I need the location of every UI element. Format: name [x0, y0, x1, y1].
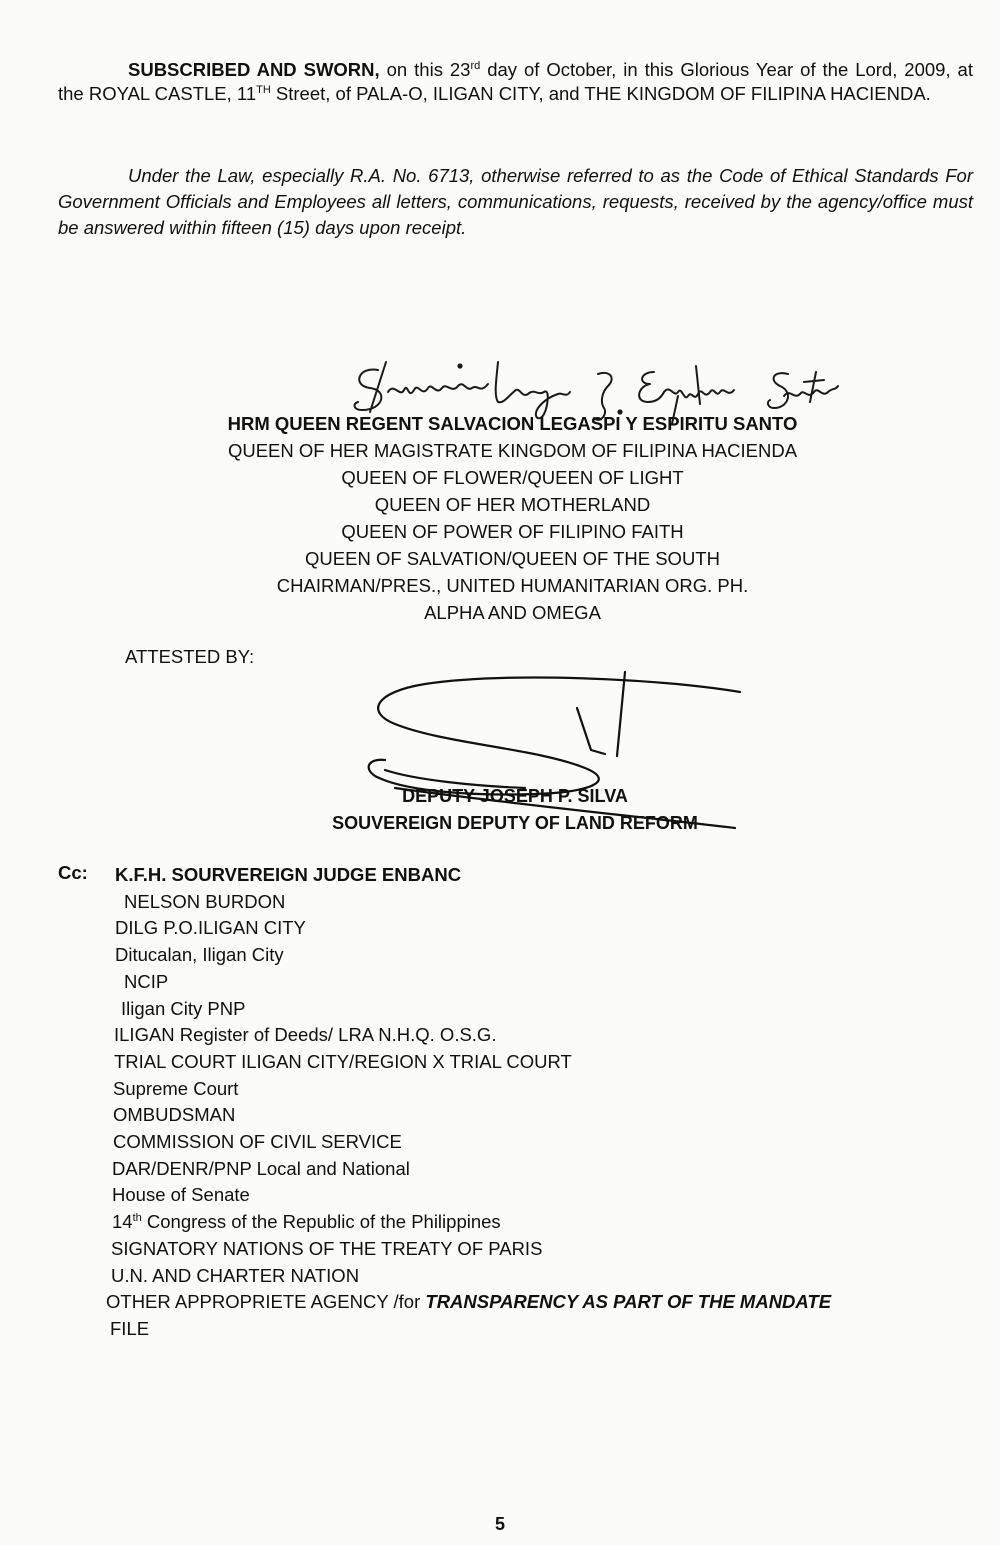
list-item: ILIGAN Register of Deeds/ LRA N.H.Q. O.S.G. — [114, 1024, 497, 1046]
congress-suffix: th — [132, 1211, 142, 1224]
list-item: NCIP — [124, 970, 169, 992]
queen-title: CHAIRMAN/PRES., UNITED HUMANITARIAN ORG. PH. — [276, 575, 749, 596]
transparency-mandate: TRANSPARENCY AS PART OF THE MANDATE — [425, 1291, 832, 1313]
deputy-signature-block — [290, 783, 740, 837]
queen-signature-block — [200, 410, 825, 626]
queen-name: HRM QUEEN REGENT SALVACION LEGASPI Y ESPIRITU SANTO — [227, 413, 798, 434]
list-item: FILE — [110, 1317, 150, 1339]
list-item: TRIAL COURT ILIGAN CITY/REGION X TRIAL COURT — [114, 1050, 572, 1072]
oath-paragraph — [58, 58, 973, 106]
deputy-name: DEPUTY JOSEPH P. SILVA — [402, 786, 628, 806]
list-item: U.N. AND CHARTER NATION — [111, 1264, 360, 1286]
list-item: SIGNATORY NATIONS OF THE TREATY OF PARIS — [111, 1237, 543, 1259]
list-item: House of Senate — [112, 1184, 250, 1206]
page-number: 5 — [494, 1514, 505, 1534]
list-item: COMMISSION OF CIVIL SERVICE — [113, 1131, 402, 1153]
cc-label: Cc: — [58, 862, 88, 883]
deputy-title: SOUVEREIGN DEPUTY OF LAND REFORM — [332, 813, 698, 833]
oath-sup-b: TH — [256, 83, 271, 96]
congress-item — [112, 1209, 1000, 1236]
queen-title: QUEEN OF POWER OF FILIPINO FAITH — [341, 521, 684, 542]
queen-title: QUEEN OF HER MOTHERLAND — [374, 494, 651, 515]
law-paragraph — [58, 163, 973, 241]
list-item: NELSON BURDON — [124, 890, 286, 912]
congress-text: Congress of the Republic of the Philippines — [141, 1211, 501, 1233]
list-item: Ditucalan, Iligan City — [115, 944, 284, 966]
other-agency-text: OTHER APPROPRIETE AGENCY /for — [106, 1291, 426, 1313]
queen-title: ALPHA AND OMEGA — [424, 602, 601, 623]
other-agency-item — [106, 1289, 1000, 1316]
list-item: Iligan City PNP — [121, 997, 246, 1019]
oath-text-b: day of October, in this Glorious Year of the Lord, 2009, at the ROYAL CASTLE, 11 — [58, 59, 973, 104]
oath-text-c: Street, of PALA-O, ILIGAN CITY, and THE KINGDOM OF FILIPINA HACIENDA. — [270, 83, 931, 104]
oath-lead: SUBSCRIBED AND SWORN, — [128, 59, 380, 80]
cc-first-item: K.F.H. SOURVEREIGN JUDGE ENBANC — [115, 864, 462, 885]
queen-title: QUEEN OF FLOWER/QUEEN OF LIGHT — [341, 467, 684, 488]
list-item: OMBUDSMAN — [113, 1104, 236, 1126]
list-item: DAR/DENR/PNP Local and National — [112, 1157, 410, 1179]
law-text: Under the Law, especially R.A. No. 6713, otherwise referred to as the Code of Ethical Standards For Government Officials and Employees all letters, communications, requests, received by the agency/office must be answered within fifteen (15) days upon receipt. — [58, 165, 973, 238]
queen-title: QUEEN OF SALVATION/QUEEN OF THE SOUTH — [305, 548, 720, 569]
queen-title: QUEEN OF HER MAGISTRATE KINGDOM OF FILIPINA HACIENDA — [227, 440, 798, 461]
congress-number: 14 — [112, 1211, 133, 1233]
oath-text-a: on this 23 — [379, 59, 471, 80]
list-item: DILG P.O.ILIGAN CITY — [115, 917, 306, 939]
attested-label: ATTESTED BY: — [125, 646, 255, 667]
oath-sup-a: rd — [470, 59, 481, 72]
list-item: Supreme Court — [113, 1077, 239, 1099]
cc-list — [0, 862, 1000, 1343]
